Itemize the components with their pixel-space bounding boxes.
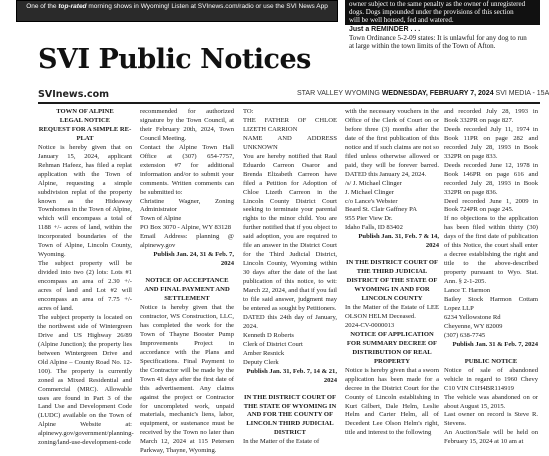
publish-dates: Publish Jan. 31 & Feb. 7, 2024 bbox=[452, 340, 538, 348]
reminder-label: Just a REMINDER . . . bbox=[349, 25, 421, 33]
notice-paragraph: Deputy Clerk bbox=[243, 358, 279, 366]
notice-paragraph: 2024-CV-0000013 bbox=[345, 321, 395, 329]
banner-text-rest: morning shows in Wyoming! Listen at SVInews.com/radio or use the SVI News App bbox=[88, 3, 328, 10]
notice-column-2 bbox=[140, 108, 234, 455]
notice-paragraph: The subject property is located on the northwest side of Wintergreen Drive and US Highway 26/89 (Alpine Junction); the property lies between Wintergreen Drive and Old Alpine – County Road No. 12-100). The property is currently zoned as Mixed Residential and Commercial (MRC). Allowable uses are found in Part 3 of the Land Use and Development Code (LUDC) available on the Town of Alpine Website at: alpinewy.gov/government/planning-zoning/land-use-development-code bbox=[38, 313, 134, 447]
notice-paragraph: c/o Lance's Webster bbox=[345, 197, 398, 205]
notice-paragraph: Clerk of District Court bbox=[243, 340, 303, 348]
notice-paragraph: Amber Resnick bbox=[243, 349, 285, 357]
masthead-divider bbox=[38, 102, 540, 104]
notice-heading: IN THE DISTRICT COURT OF THE STATE OF WYOMING IN AND FOR THE COUNTY OF LINCOLN THIRD JUDICIAL DISTRICT bbox=[243, 393, 337, 437]
notice-paragraph: Beard St. Clair Gaffney PA bbox=[345, 206, 417, 214]
notice-column-5 bbox=[444, 108, 538, 446]
notice-paragraph: (307) 638-7745 bbox=[444, 331, 486, 339]
notice-paragraph: Email Address: planning @ alpinewy.gov bbox=[140, 233, 234, 250]
notice-paragraph: Contact the Alpine Town Hall Office at (307) 654-7757, extension #7 for additional information and/or to submit your comments. Written comments can be submitted to: bbox=[140, 143, 234, 196]
notice-paragraph: Notice is hereby given that the contractor, WS Construction, LLC, has completed the work for the Town of Thayne Booster Pump Improvements Project in accordance with the Plans and Specifications. Final Payment to the Contractor will be made by the Town 41 days after the first date of this advertisement. Any claims against the project or Contractor for uncompleted work, unpaid materials, mechanic's liens, labor, equipment, or sustenance must be received by the Town no later than March 12, 2024 at 115 Petersen Parkway, Thayne, Wyoming. bbox=[140, 304, 234, 455]
notice-paragraph: An Auction/Sale will be held on February 15, 2024 at 10 am at bbox=[444, 429, 538, 446]
dog-notice-dark-block bbox=[345, 0, 540, 25]
dog-notice-line: dogs. Dogs impounded under the provisions of this section bbox=[349, 8, 514, 17]
dog-notice-line: at large within the town limits of the Town of Afton. bbox=[349, 42, 496, 51]
dog-notice-line: owner subject to the same penalty as the owner of unregistered bbox=[349, 0, 526, 8]
notice-paragraph: In the Matter of the Estate of bbox=[243, 438, 320, 446]
site-url[interactable]: SVInews.com bbox=[38, 89, 110, 100]
notice-paragraph: Lance T. Harmon bbox=[444, 287, 491, 295]
folio-line bbox=[297, 90, 549, 97]
notice-paragraph: and recorded July 28, 1993 in Book 332PR on page 827. bbox=[444, 108, 538, 124]
dog-ordinance-notice bbox=[345, 0, 540, 51]
banner-text-pre: One of the bbox=[26, 3, 57, 10]
publish-dates: Publish Jan. 24, 31 & Feb. 7, 2024 bbox=[153, 251, 234, 268]
notice-paragraph: J. Michael Clinger bbox=[345, 188, 394, 196]
dog-notice-line: Town Ordinance 5-2-09 states: It is unlawful for any dog to run bbox=[349, 33, 527, 42]
notice-paragraph: Kenneth D Roberts bbox=[243, 331, 294, 339]
notice-paragraph: Deeds recorded July 11, 1974 in Book 11PR on page 282 and recorded July 28, 1993 in Book 332PR on page 833. bbox=[444, 125, 538, 160]
notice-paragraph: Town of Alpine bbox=[140, 215, 182, 223]
publish-dates: Publish Jan. 31, Feb. 7, 14 & 21, 2024 bbox=[246, 367, 337, 384]
notice-paragraph: In the Matter of the Estate of LEE OLSON HELM Deceased. bbox=[345, 304, 439, 320]
notice-paragraph: Idaho Falls, ID 83402 bbox=[345, 224, 403, 232]
notice-paragraph: Deed recorded June 1, 2009 in Book 724PR on page 245. bbox=[444, 197, 538, 214]
notice-paragraph: 6234 Yellowstone Rd bbox=[444, 313, 501, 321]
notice-paragraph: THE FATHER OF CHLOE LIZETH CARRION bbox=[243, 116, 337, 133]
page-title: SVI Public Notices bbox=[38, 44, 311, 75]
notice-paragraph: Bailey Stock Harmon Cottam Lopez LLP bbox=[444, 296, 538, 312]
radio-promo-banner[interactable] bbox=[16, 0, 338, 22]
notice-paragraph: NAME AND ADDRESS UNKNOWN bbox=[243, 134, 337, 151]
banner-text-bold: top-rated bbox=[58, 3, 87, 10]
folio-location: STAR VALLEY WYOMING bbox=[297, 90, 380, 97]
notice-paragraph: Last owner on record is Steve R. Stevens. bbox=[444, 411, 538, 428]
notice-heading: NOTICE OF APPLICATION FOR SUMMARY DECREE OF DISTRIBUTION OF REAL PROPERTY bbox=[346, 330, 438, 365]
notice-paragraph: PO Box 3070 - Alpine, WY 83128 bbox=[140, 224, 232, 232]
notice-paragraph: You are hereby notified that Raul Eduardo Carreon Osaror and Brenda Elizabeth Carreon have filed a Petition for Adoption of Chloe Lizeth Carreon in the Lincoln County District Court seeking to terminate your parental rights to the minor child. You are further notified that if you object to said adoption, you are required to file an answer in the District Court for the Third Judicial District, Lincoln County, Wyoming within 30 days after the date of the last publication of this notice, to wit: March 22, 2024, and that if you fail to file said answer, judgment may be entered as sought by Petitioners. bbox=[243, 152, 337, 312]
folio-page: SVI MEDIA - 15A bbox=[495, 90, 549, 97]
dog-notice-line: will be well housed, fed and watered. bbox=[349, 16, 454, 25]
publish-dates: Publish Jan. 31, Feb. 7 & 14, 2024 bbox=[358, 233, 439, 250]
notice-heading: NOTICE OF ACCEPTANCE AND FINAL PAYMENT AND SETTLEMENT bbox=[144, 277, 230, 303]
notice-paragraph: Deeds recorded June 12, 1978 in Book 146PR on page 616 and recorded July 28, 1993 in Book 332PR on page 836. bbox=[444, 161, 538, 196]
folio-date: WEDNESDAY, FEBRUARY 7, 2024 bbox=[381, 90, 494, 97]
notice-column-1 bbox=[38, 108, 134, 447]
notice-paragraph: Notice is hereby given that on January 15, 2024, applicant Rehman Hafeez, has filed a replat application with the Town of Alpine, requesting a simple subdivision replat of the property known as the Hideaway Townhomes in the Town of Alpine, which will encompass a total of 1188 +/- acres of land, within the incorporated boundaries of the Town of Alpine, Lincoln County, Wyoming. bbox=[38, 143, 132, 259]
notice-heading: REQUEST FOR A SIMPLE RE-PLAT bbox=[38, 125, 132, 142]
notice-paragraph: /s/ J. Michael Clinger bbox=[345, 179, 402, 187]
notice-paragraph: Notice is hereby given that a sworn application has been made for a decree in the District Court for the County of Lincoln establishing in Kurt Gilbert, Dale Helm, Leslie Helm and Carter Helm, all of Decedent Lee Olson Helm's right, title and interest to the following bbox=[345, 366, 439, 437]
notice-paragraph: 955 Pier View Dr. bbox=[345, 215, 393, 223]
notice-column-4 bbox=[345, 108, 439, 437]
notice-heading: LEGAL NOTICE bbox=[59, 116, 111, 124]
notice-paragraph: If no objections to the application has been filed within thirty (30) days of the first date of publication of this Notice, the court shall enter a decree establishing the right and title to the above-described property pursuant to Wyo. Stat. Ann. § 2-1-205. bbox=[444, 215, 538, 286]
notice-heading: IN THE DISTRICT COURT OF THE THIRD JUDICIAL DISTRICT OF THE STATE OF WYOMING IN AND FOR LINCOLN COUNTY bbox=[345, 259, 439, 303]
notice-paragraph: with the necessary vouchers in the Office of the Clerk of Court on or before three (3) months after the date of the first publication of this notice and if such claims are not so filed unless otherwise allowed or paid, they will be forever barred. DATED this January 24, 2024. bbox=[345, 108, 439, 178]
notice-paragraph: DATED this 24th day of January, 2024. bbox=[243, 313, 337, 330]
notice-paragraph: Notice of sale of abandoned vehicle in regard to 1960 Chevy C10 VIN C1H4BR114919 bbox=[444, 366, 538, 392]
notice-paragraph: The vehicle was abandoned on or about August 15, 2015. bbox=[444, 393, 538, 410]
notice-paragraph: Christine Wagner, Zoning Administrator bbox=[140, 197, 234, 214]
notice-paragraph: TO: bbox=[243, 108, 254, 115]
notice-heading: PUBLIC NOTICE bbox=[464, 357, 518, 365]
notice-heading: TOWN OF ALPINE bbox=[56, 108, 114, 115]
notice-paragraph: The subject property will be divided into two (2) lots: Lots #1 encompass an area of 2.30 +/- acres of land and Lot #2 will encompass an area of 7.75 +/- acres of land. bbox=[38, 260, 132, 312]
notice-column-3 bbox=[243, 108, 337, 446]
notice-paragraph: recommended for authorized signature by the Town Council, at their February 20th, 2024, Town Council Meeting. bbox=[140, 108, 234, 142]
notice-paragraph: Cheyenne, WY 82009 bbox=[444, 322, 503, 330]
